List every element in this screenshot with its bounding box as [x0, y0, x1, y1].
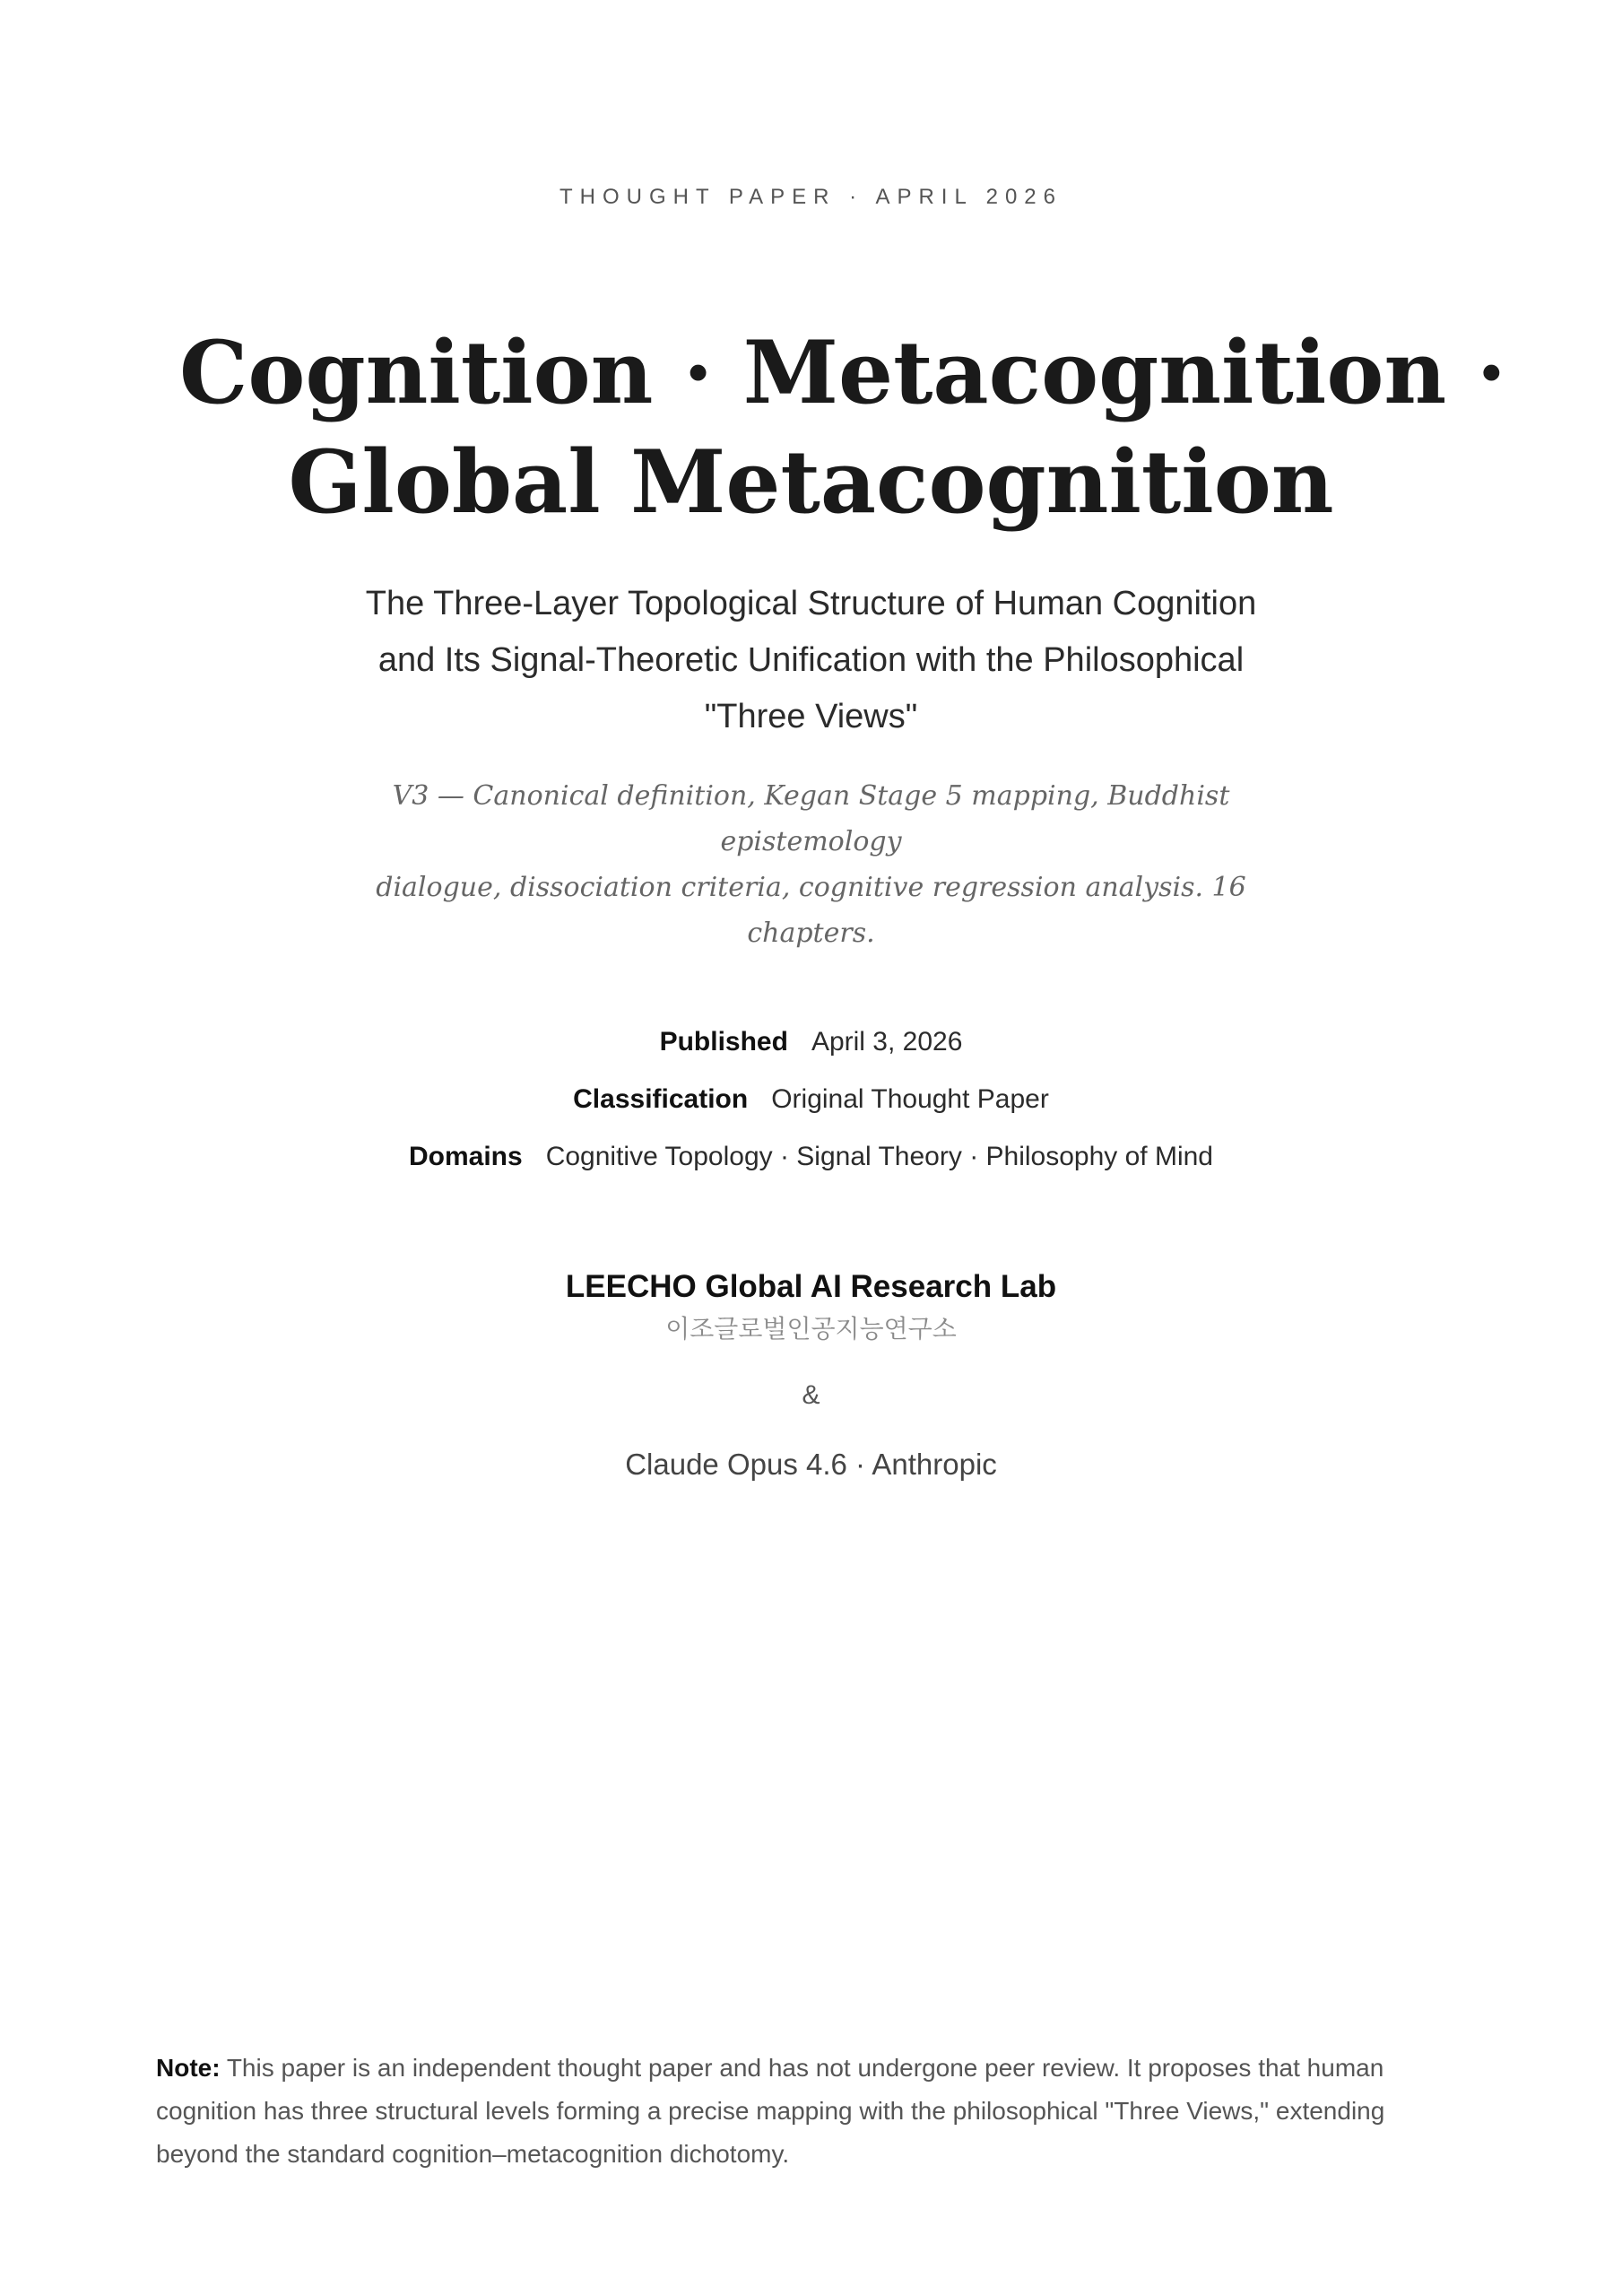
author-separator: & [802, 1380, 820, 1410]
collaborator-name: Claude Opus 4.6 · Anthropic [625, 1448, 997, 1481]
metadata-value: Cognitive Topology · Signal Theory · Philosophy of Mind [545, 1142, 1213, 1171]
paper-subtitle-line-1: The Three-Layer Topological Structure of Human Cognition [365, 585, 1257, 622]
paper-subtitle [305, 576, 1317, 745]
author-block [0, 1265, 1622, 1487]
metadata-block [0, 1013, 1622, 1186]
organization-native-name: 이조글로벌인공지능연구소 [665, 1314, 957, 1344]
note-text: This paper is an independent thought paper and has not undergone peer review. It proposes that human cognition has three structural levels forming a precise mapping with the philosophical "Three Views," extending beyond the standard cognition–metacognition dichotomy. [156, 2054, 1385, 2168]
metadata-row-published [0, 1013, 1622, 1071]
metadata-value: Original Thought Paper [771, 1084, 1049, 1114]
metadata-value: April 3, 2026 [811, 1027, 963, 1057]
paper-title [179, 318, 1506, 537]
organization-name: LEECHO Global AI Research Lab [565, 1269, 1057, 1304]
version-note-line-2: dialogue, dissociation criteria, cognitive regression analysis. 16 chapters. [376, 872, 1246, 949]
paper-subtitle-line-3: "Three Views" [704, 698, 918, 735]
metadata-row-classification [0, 1071, 1622, 1128]
metadata-key: Domains [408, 1142, 523, 1171]
paper-subtitle-line-2: and Its Signal-Theoretic Unification with the Philosophical [377, 641, 1245, 679]
paper-title-line-1: Cognition · Metacognition · [179, 322, 1506, 423]
metadata-key: Classification [573, 1084, 749, 1114]
paper-title-line-2: Global Metacognition [288, 431, 1334, 533]
version-note-line-1: V3 — Canonical definition, Kegan Stage 5 mapping, Buddhist epistemology [392, 780, 1230, 857]
version-note [341, 773, 1281, 956]
note-label: Note: [156, 2054, 221, 2082]
metadata-row-domains [0, 1128, 1622, 1186]
paper-kicker: THOUGHT PAPER · APRIL 2026 [559, 185, 1063, 209]
disclaimer-note [156, 2047, 1466, 2176]
metadata-key: Published [659, 1027, 788, 1057]
